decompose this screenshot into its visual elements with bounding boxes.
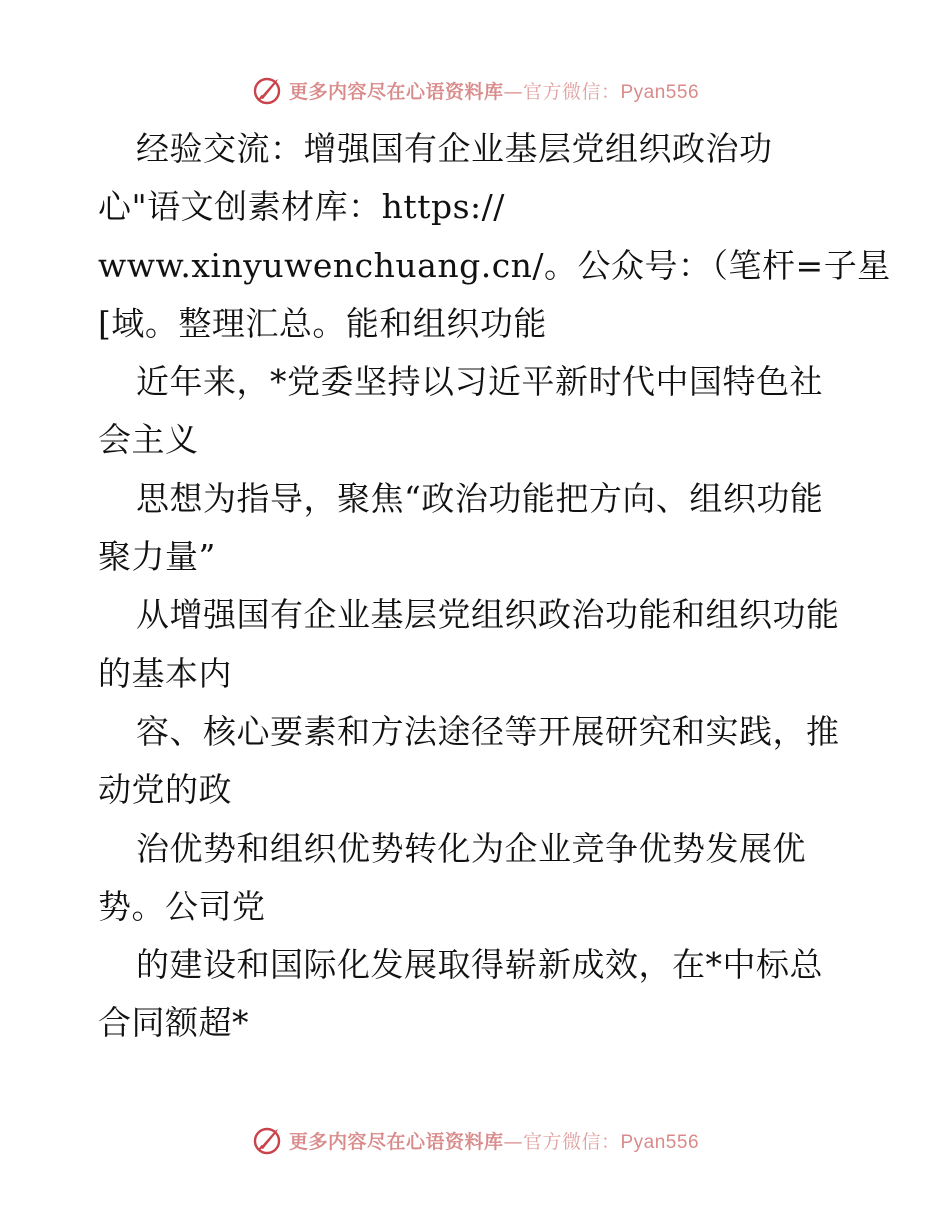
banner-sub-text: 官方微信：	[522, 80, 621, 103]
text-line: 动党的政	[98, 770, 232, 810]
footer-banner-content	[251, 1124, 699, 1156]
text-line: 经验交流：增强国有企业基层党组织政治功	[136, 129, 773, 168]
quill-pen-logo-icon	[251, 74, 283, 106]
banner-sub-text: 官方微信：	[522, 1130, 621, 1153]
header-banner	[0, 72, 950, 108]
text-line: 势。公司党	[98, 886, 266, 926]
text-line: 近年来，*党委坚持以习近平新时代中国特色社	[136, 362, 823, 402]
text-line: 的建设和国际化发展取得崭新成效，在*中标总	[136, 945, 823, 985]
text-line: 的基本内	[98, 653, 232, 693]
banner-wechat-id: Pyan556	[620, 81, 700, 103]
banner-main-text: 更多内容尽在心语资料库	[288, 1130, 504, 1153]
footer-banner-text	[289, 1127, 699, 1154]
text-line: 思想为指导，聚焦“政治功能把方向、组织功能	[136, 478, 824, 518]
text-line: www.xinyuwenchuang.cn/。公众号：（笔杆=子星	[98, 245, 891, 285]
quill-pen-logo-icon	[251, 1124, 283, 1156]
text-line: [域。整理汇总。能和组织功能	[98, 303, 547, 343]
text-line: 心"语文创素材库：https://	[98, 187, 505, 227]
text-line: 会主义	[98, 420, 199, 460]
text-line: 容、核心要素和方法途径等开展研究和实践，推	[136, 711, 840, 751]
banner-dash: —	[503, 1130, 523, 1153]
text-line: 治优势和组织优势转化为企业竞争优势发展优	[136, 828, 806, 868]
banner-wechat-id: Pyan556	[620, 1131, 700, 1153]
header-banner-text	[289, 77, 699, 104]
text-line: 聚力量”	[98, 537, 216, 577]
banner-dash: —	[503, 80, 523, 103]
banner-main-text: 更多内容尽在心语资料库	[288, 80, 504, 103]
header-banner-content	[251, 74, 699, 106]
text-line: 合同额超*	[98, 1003, 249, 1043]
document-body	[98, 120, 891, 1053]
footer-banner	[0, 1122, 950, 1158]
text-line: 从增强国有企业基层党组织政治功能和组织功能	[136, 595, 840, 635]
